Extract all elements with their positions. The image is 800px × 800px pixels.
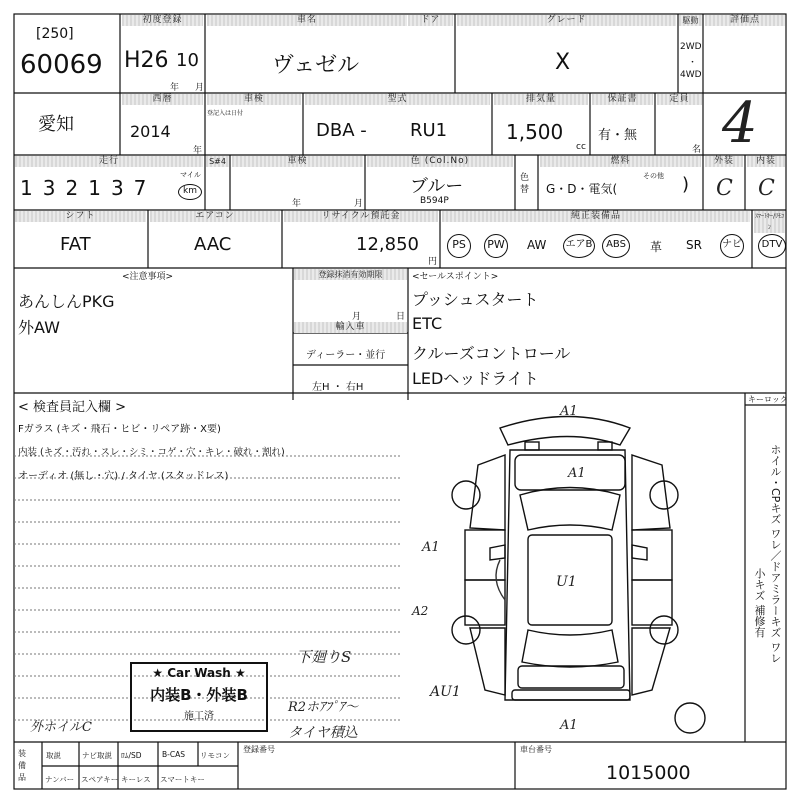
- equip-aw: AW: [527, 238, 547, 252]
- western-year-label: 西暦: [122, 94, 203, 105]
- handle-value: 左H ・ 右H: [312, 382, 364, 393]
- equip-bcas: B-CAS: [162, 750, 185, 759]
- import-label: 輸入車: [294, 322, 407, 333]
- notes-line-1: あんしんPKG: [18, 292, 115, 311]
- equipment-label: 純正装備品: [442, 211, 750, 222]
- reg-month-label: 月: [352, 312, 362, 322]
- car-name: ヴェゼル: [272, 53, 360, 78]
- fuel-close-paren: ): [682, 174, 690, 195]
- equip-abs: ABS: [602, 234, 630, 258]
- equip-navi: ナビ: [720, 234, 744, 258]
- inspector-line-2: 内装 (キズ・汚れ・スレ・シミ・コゲ・穴・キレ・破れ・割れ): [18, 447, 285, 458]
- drive-label: 駆動: [679, 15, 702, 26]
- mileage-unit-top: マイル: [180, 171, 201, 179]
- footer-side-label: 装備品: [18, 749, 26, 782]
- color-label: 色 (Col.No): [367, 156, 513, 167]
- displacement: 1,500: [506, 120, 564, 144]
- fuel-label: 燃料: [540, 156, 701, 167]
- mark-a2-left: A2: [412, 604, 429, 618]
- inspection-exp-label: 車検: [232, 156, 363, 167]
- reg-day-label: 日: [396, 312, 406, 322]
- displacement-label: 排気量: [494, 94, 588, 105]
- lot-number: 60069: [20, 50, 103, 80]
- score-value: 4: [722, 91, 758, 156]
- mark-a1-bottom: A1: [560, 718, 578, 733]
- inspector-title: < 検査員記入欄 >: [18, 400, 127, 415]
- mark-a1-left: A1: [422, 540, 440, 555]
- damage-legend-sub: 小キズ 補修有: [753, 568, 766, 638]
- equip-navi-manual: ナビ取説: [82, 751, 112, 760]
- car-wash-done: 施工済: [184, 711, 214, 722]
- first-reg-label: 初度登録: [122, 15, 203, 26]
- exp-month-unit: 月: [354, 199, 364, 209]
- car-wash-title: ★ Car Wash ★: [152, 666, 246, 680]
- equip-airbag: エアB: [563, 234, 595, 258]
- car-wash-value: 内装B・外装B: [150, 686, 248, 704]
- equip-leather: 革: [650, 240, 663, 254]
- exp-year-unit: 年: [292, 199, 302, 209]
- color-value: ブルー: [410, 176, 464, 197]
- keylock-label: キーロック: [748, 395, 788, 404]
- exterior-grade: C: [716, 176, 733, 201]
- warranty-value: 有・無: [598, 128, 638, 143]
- notes-label: <注意事項>: [122, 272, 174, 282]
- recycle-label: リサイクル預託金: [284, 211, 438, 222]
- reg-date-label: 登録抹消有効期限: [294, 269, 407, 280]
- equip-manual: 取説: [46, 751, 61, 760]
- car-name-label: 車名: [207, 15, 407, 26]
- inspector-line-3: オーディオ (無し・穴) / タイヤ (スタッドレス): [18, 471, 229, 482]
- shift-value: FAT: [60, 234, 91, 255]
- region: 愛知: [38, 114, 74, 135]
- notes-line-2: 外AW: [18, 318, 60, 337]
- equip-dtv: DTV: [758, 234, 786, 258]
- year-unit: 年: [170, 83, 180, 93]
- sales-point-2: ETC: [412, 314, 443, 333]
- interior-label: 内装: [747, 156, 785, 167]
- inspection-label: 車検: [207, 94, 301, 105]
- model-prefix: DBA -: [316, 120, 367, 141]
- chassis-label: 車台番号: [520, 745, 552, 754]
- damage-legend: ホイル・CPキズ ワレ／ドアミラーキズ ワレ: [769, 444, 782, 664]
- capacity-label: 定員: [657, 94, 702, 105]
- year-western: 2014: [130, 122, 171, 141]
- handwritten-wheel: 外ホイルC: [30, 720, 92, 735]
- capacity-unit: 名: [692, 145, 702, 155]
- door-label: ドア: [408, 15, 453, 26]
- score-label: 評価点: [705, 15, 785, 26]
- shift-label: シフト: [15, 211, 146, 222]
- exterior-label: 外装: [705, 156, 743, 167]
- era-year: H26: [124, 48, 169, 73]
- equip-ps: PS: [447, 234, 471, 258]
- handwritten-tire: タイヤ積込: [288, 725, 358, 741]
- drive-dot: ・: [688, 58, 698, 68]
- mark-au1-rear: AU1: [430, 684, 461, 700]
- sales-label: <セールスポイント>: [412, 272, 499, 282]
- mark-a1-top: A1: [560, 404, 578, 419]
- reg-month: 10: [176, 50, 199, 71]
- equip-remote: リモコン: [200, 751, 230, 760]
- reg-number-label: 登録番号: [243, 745, 275, 754]
- cc-unit: cc: [576, 142, 586, 152]
- handwritten-underbody: 下廻りS: [296, 648, 352, 666]
- fuel-value: G・D・電気(: [546, 182, 618, 196]
- mark-u1-center: U1: [556, 574, 577, 590]
- inspection-note: 登記入は日付: [207, 110, 244, 117]
- equip-number: ナンバー: [45, 775, 75, 784]
- equip-rom-sd: ﾛﾑ/SD: [121, 751, 142, 760]
- chassis-number: 1015000: [606, 762, 691, 784]
- warranty-label: 保証書: [592, 94, 653, 105]
- import-value: ディーラー・並行: [306, 350, 386, 361]
- equip-sr: SR: [686, 238, 702, 252]
- grade-value: X: [555, 50, 571, 75]
- ac-label: エアコン: [150, 211, 280, 222]
- sn-label: S#4: [206, 156, 229, 167]
- lot-label: [250]: [36, 26, 74, 42]
- color-code: B594P: [420, 196, 449, 206]
- equip-keyless: キーレス: [121, 775, 151, 784]
- fuel-other: その他: [643, 172, 664, 180]
- mileage-unit-km: km: [178, 184, 202, 200]
- drive-4wd: 4WD: [680, 70, 702, 80]
- drive-2wd: 2WD: [680, 42, 702, 52]
- recycle-value: 12,850: [356, 234, 419, 255]
- inspector-line-1: Fガラス (キズ・飛石・ヒビ・リペア跡・X要): [18, 424, 221, 435]
- handwritten-repair: R2ホｱﾌﾟｱ～: [288, 700, 359, 715]
- equip-spare-key: スペアキー: [81, 775, 119, 784]
- ac-value: AAC: [194, 234, 232, 255]
- equip-pw: PW: [484, 234, 508, 258]
- mileage-digits: 132137: [20, 176, 157, 200]
- year-western-unit: 年: [193, 146, 203, 156]
- recycle-yen-unit: 円: [428, 257, 438, 267]
- equip-smart-key: スマートキー: [160, 775, 205, 784]
- model-label: 型式: [305, 94, 490, 105]
- interior-grade: C: [758, 176, 775, 201]
- model-code: RU1: [410, 120, 448, 141]
- sales-point-4: LEDヘッドライト: [412, 369, 539, 388]
- smart-label: ｽﾏｰﾄｷｰ/ﾘﾓｺﾝ: [754, 213, 785, 231]
- mileage-label: 走行: [15, 156, 203, 167]
- grade-label: グレード: [457, 15, 676, 26]
- month-unit: 月: [195, 83, 205, 93]
- color-change: 色替: [520, 173, 530, 195]
- sales-point-1: プッシュスタート: [412, 290, 539, 309]
- mark-a1-hood: A1: [568, 466, 586, 481]
- sales-point-3: クルーズコントロール: [412, 344, 571, 363]
